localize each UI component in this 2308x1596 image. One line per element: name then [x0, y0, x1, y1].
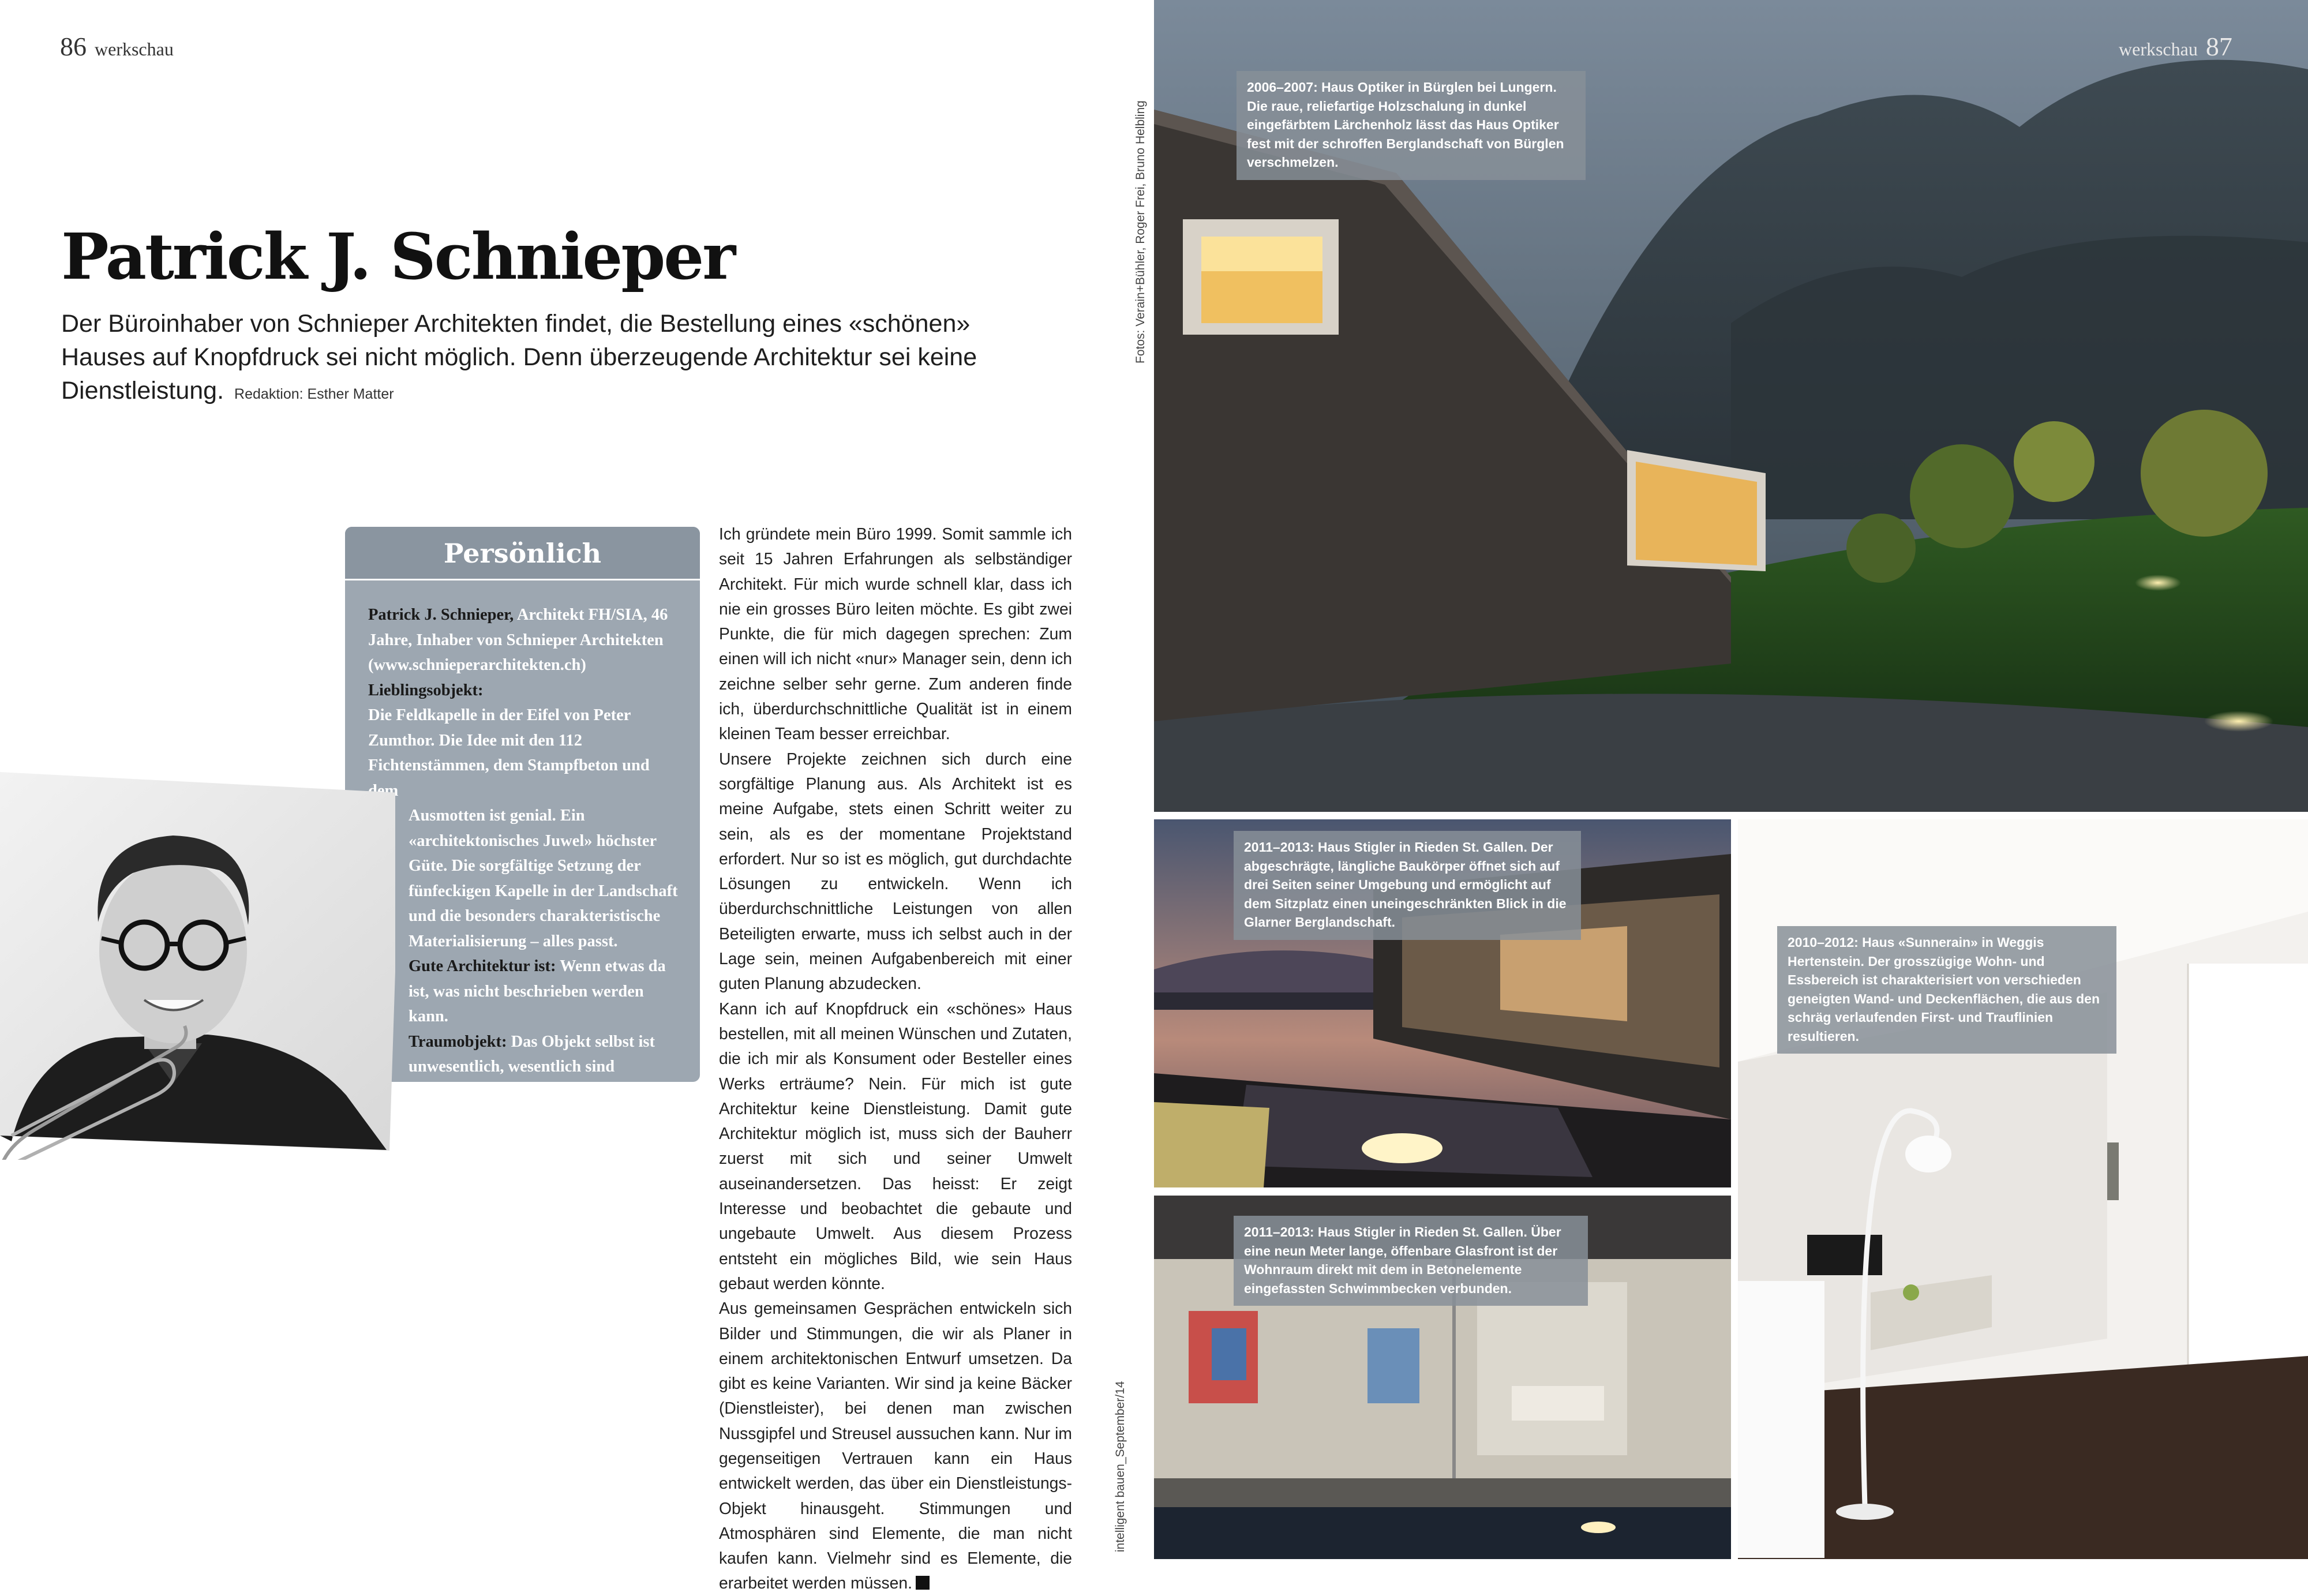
issue-line: intelligent bauen_September/14	[1114, 1381, 1127, 1552]
article-lead	[61, 307, 1042, 411]
body-paragraph-1: Ich gründete mein Büro 1999. Somit sammle ich seit 15 Jahren Erfahrungen als selbständiger Architekt. Für mich wurde schnell klar, dass ich nie ein grosses Büro leiten möchte. Es gibt zwei Punkte, die für mich dagegen sprechen: Zum einen will ich nicht «nur» Manager sein, denn ich zeichne selber sehr gerne. Zum anderen finde ich, überdurchschnittliche Qualität ist in einem kleinen Team besser erreichbar.	[719, 524, 1072, 743]
left-folio	[60, 31, 174, 62]
caption-haus-stigler-1: 2011–2013: Haus Stigler in Rieden St. Gallen. Der abgeschrägte, längliche Baukörper öffnet sich auf drei Seiten seiner Umgebung und ermöglicht auf dem Sitzplatz einen uneingeschränkten Blick in die Glarner Berglandschaft.	[1234, 831, 1581, 940]
page-number-right: 87	[2205, 32, 2232, 61]
body-paragraph-3: Kann ich auf Knopfdruck ein «schönes» Haus bestellen, mit all meinen Wünschen und Zutaten, die ich mir als Konsument oder Besteller eines Werks erträume? Nein. Für mich ist gute Architektur keine Dienstleistung. Damit gute Architektur möglich ist, muss sich der Bauherr zuerst mit sich und seiner Umwelt auseinandersetzen. Das heisst: Er zeigt Interesse und beobachtet die gebaute und ungebaute Umwelt. Aus diesem Prozess entsteht ein mögliches Bild, wie sein Haus gebaut werden könnte.	[719, 999, 1072, 1292]
favorite-text-1: Die Feldkapelle in der Eifel von Peter Zumthor. Die Idee mit den 112 Fichtenstämmen, dem Stampfbeton und dem	[368, 706, 650, 800]
body-paragraph-2: Unsere Projekte zeichnen sich durch eine sorgfältige Planung aus. Als Architekt ist es meine Aufgabe, stets einen Schritt weiter zu sein, als es der momentane Projektstand erfordert. Nur so ist es möglich, gut durchdachte Lösungen zu entwickeln. Wenn ich überdurchschnittliche Leistungen von allen Beteiligten erwarte, muss ich selbst auch in der Lage sein, meinen Aufgabenbereich mit einer guten Planung abzudecken.	[719, 749, 1072, 993]
profile-text: Architekt FH/SIA, 46 Jahre, Inhaber von Schnieper Architekten (www.schnieperarchitekten.ch)	[368, 606, 668, 674]
caption-haus-stigler-2: 2011–2013: Haus Stigler in Rieden St. Gallen. Über eine neun Meter lange, öffenbare Glasfront ist der Wohnraum direkt mit dem in Betonelemente eingefassten Schwimmbecken verbunden.	[1234, 1216, 1588, 1306]
dream-object-paragraph	[368, 1029, 678, 1130]
favorite-label-row	[368, 678, 678, 703]
favorite-text-2: Ausmotten ist genial. Ein «architektonisches Juwel» höchster Güte. Die sorgfältige Setzung der fünfeckigen Kapelle in der Landschaft und die besonders charakteristische Materialisierung – alles passt.	[409, 807, 678, 950]
profile-name: Patrick J. Schnieper,	[368, 606, 514, 624]
profile-paragraph	[368, 602, 678, 678]
photo-credit: Fotos: Verain+Bühler, Roger Frei, Bruno Helbling	[1134, 100, 1147, 364]
article-title: Patrick J. Schnieper	[61, 219, 735, 294]
persoenlich-box	[345, 527, 700, 1126]
right-folio	[2119, 31, 2232, 62]
portrait-graphic	[0, 772, 395, 1160]
page-number-left: 86	[60, 32, 87, 61]
lead-text: Der Büroinhaber von Schnieper Architekten findet, die Bestellung eines «schönen» Hauses auf Knopfdruck sei nicht möglich. Denn überzeugende Architektur sei keine Dienstleistung.	[61, 310, 977, 404]
end-mark-icon	[916, 1576, 930, 1590]
editor-credit: Redaktion: Esther Matter	[234, 386, 394, 402]
portrait-photo	[0, 772, 395, 1160]
body-paragraph-4-text: Aus gemeinsamen Gesprächen entwickeln sich Bilder und Stimmungen, die wir als Planer in einem architektonischen Entwurf umsetzen. Da gibt es keine Varianten. Wir sind ja keine Bäcker (Dienstleister), bei denen man zwischen Nussgipfel und Streusel aussuchen kann. Nur im gegenseitigen Vertrauen kann ein Haus entwickelt werden, das über ein Dienstleistungs-Objekt hinausgeht. Stimmungen und Atmosphären sind Elemente, die man nicht kaufen kann. Vielmehr sind es Elemente, die erarbeitet werden müssen.	[719, 1299, 1072, 1593]
persoenlich-body	[345, 580, 700, 1130]
good-architecture-label: Gute Architektur ist:	[409, 957, 556, 975]
caption-haus-sunnerain: 2010–2012: Haus «Sunnerain» in Weggis Hertenstein. Der grosszügige Wohn- und Essbereich ist charakterisiert von verschieden geneigten Wand- und Deckenflächen, die aus den schräg verlaufenden First- und Trauflinien resultieren.	[1777, 926, 2116, 1054]
dream-object-label: Traumobjekt:	[409, 1032, 507, 1051]
persoenlich-heading: Persönlich	[345, 527, 700, 580]
section-label-left: werkschau	[95, 39, 174, 59]
caption-haus-optiker: 2006–2007: Haus Optiker in Bürglen bei Lungern. Die raue, reliefartige Holzschalung in dunkel eingefärbtem Lärchenholz lässt das Haus Optiker fest mit der schroffen Berglandschaft von Bürglen verschmelzen.	[1237, 71, 1586, 180]
favorite-label: Lieblingsobjekt:	[368, 681, 484, 699]
good-architecture-text: Wenn etwas da ist, was nicht beschrieben werden kann.	[409, 957, 666, 1025]
dream-object-text: Das Objekt selbst ist unwesentlich, wesentlich sind interessante und neugierige Bauherren.	[409, 1032, 655, 1126]
good-architecture-paragraph	[368, 954, 678, 1029]
body-column	[719, 522, 1072, 1596]
body-paragraph-4	[719, 1296, 1072, 1596]
section-label-right: werkschau	[2119, 39, 2198, 59]
